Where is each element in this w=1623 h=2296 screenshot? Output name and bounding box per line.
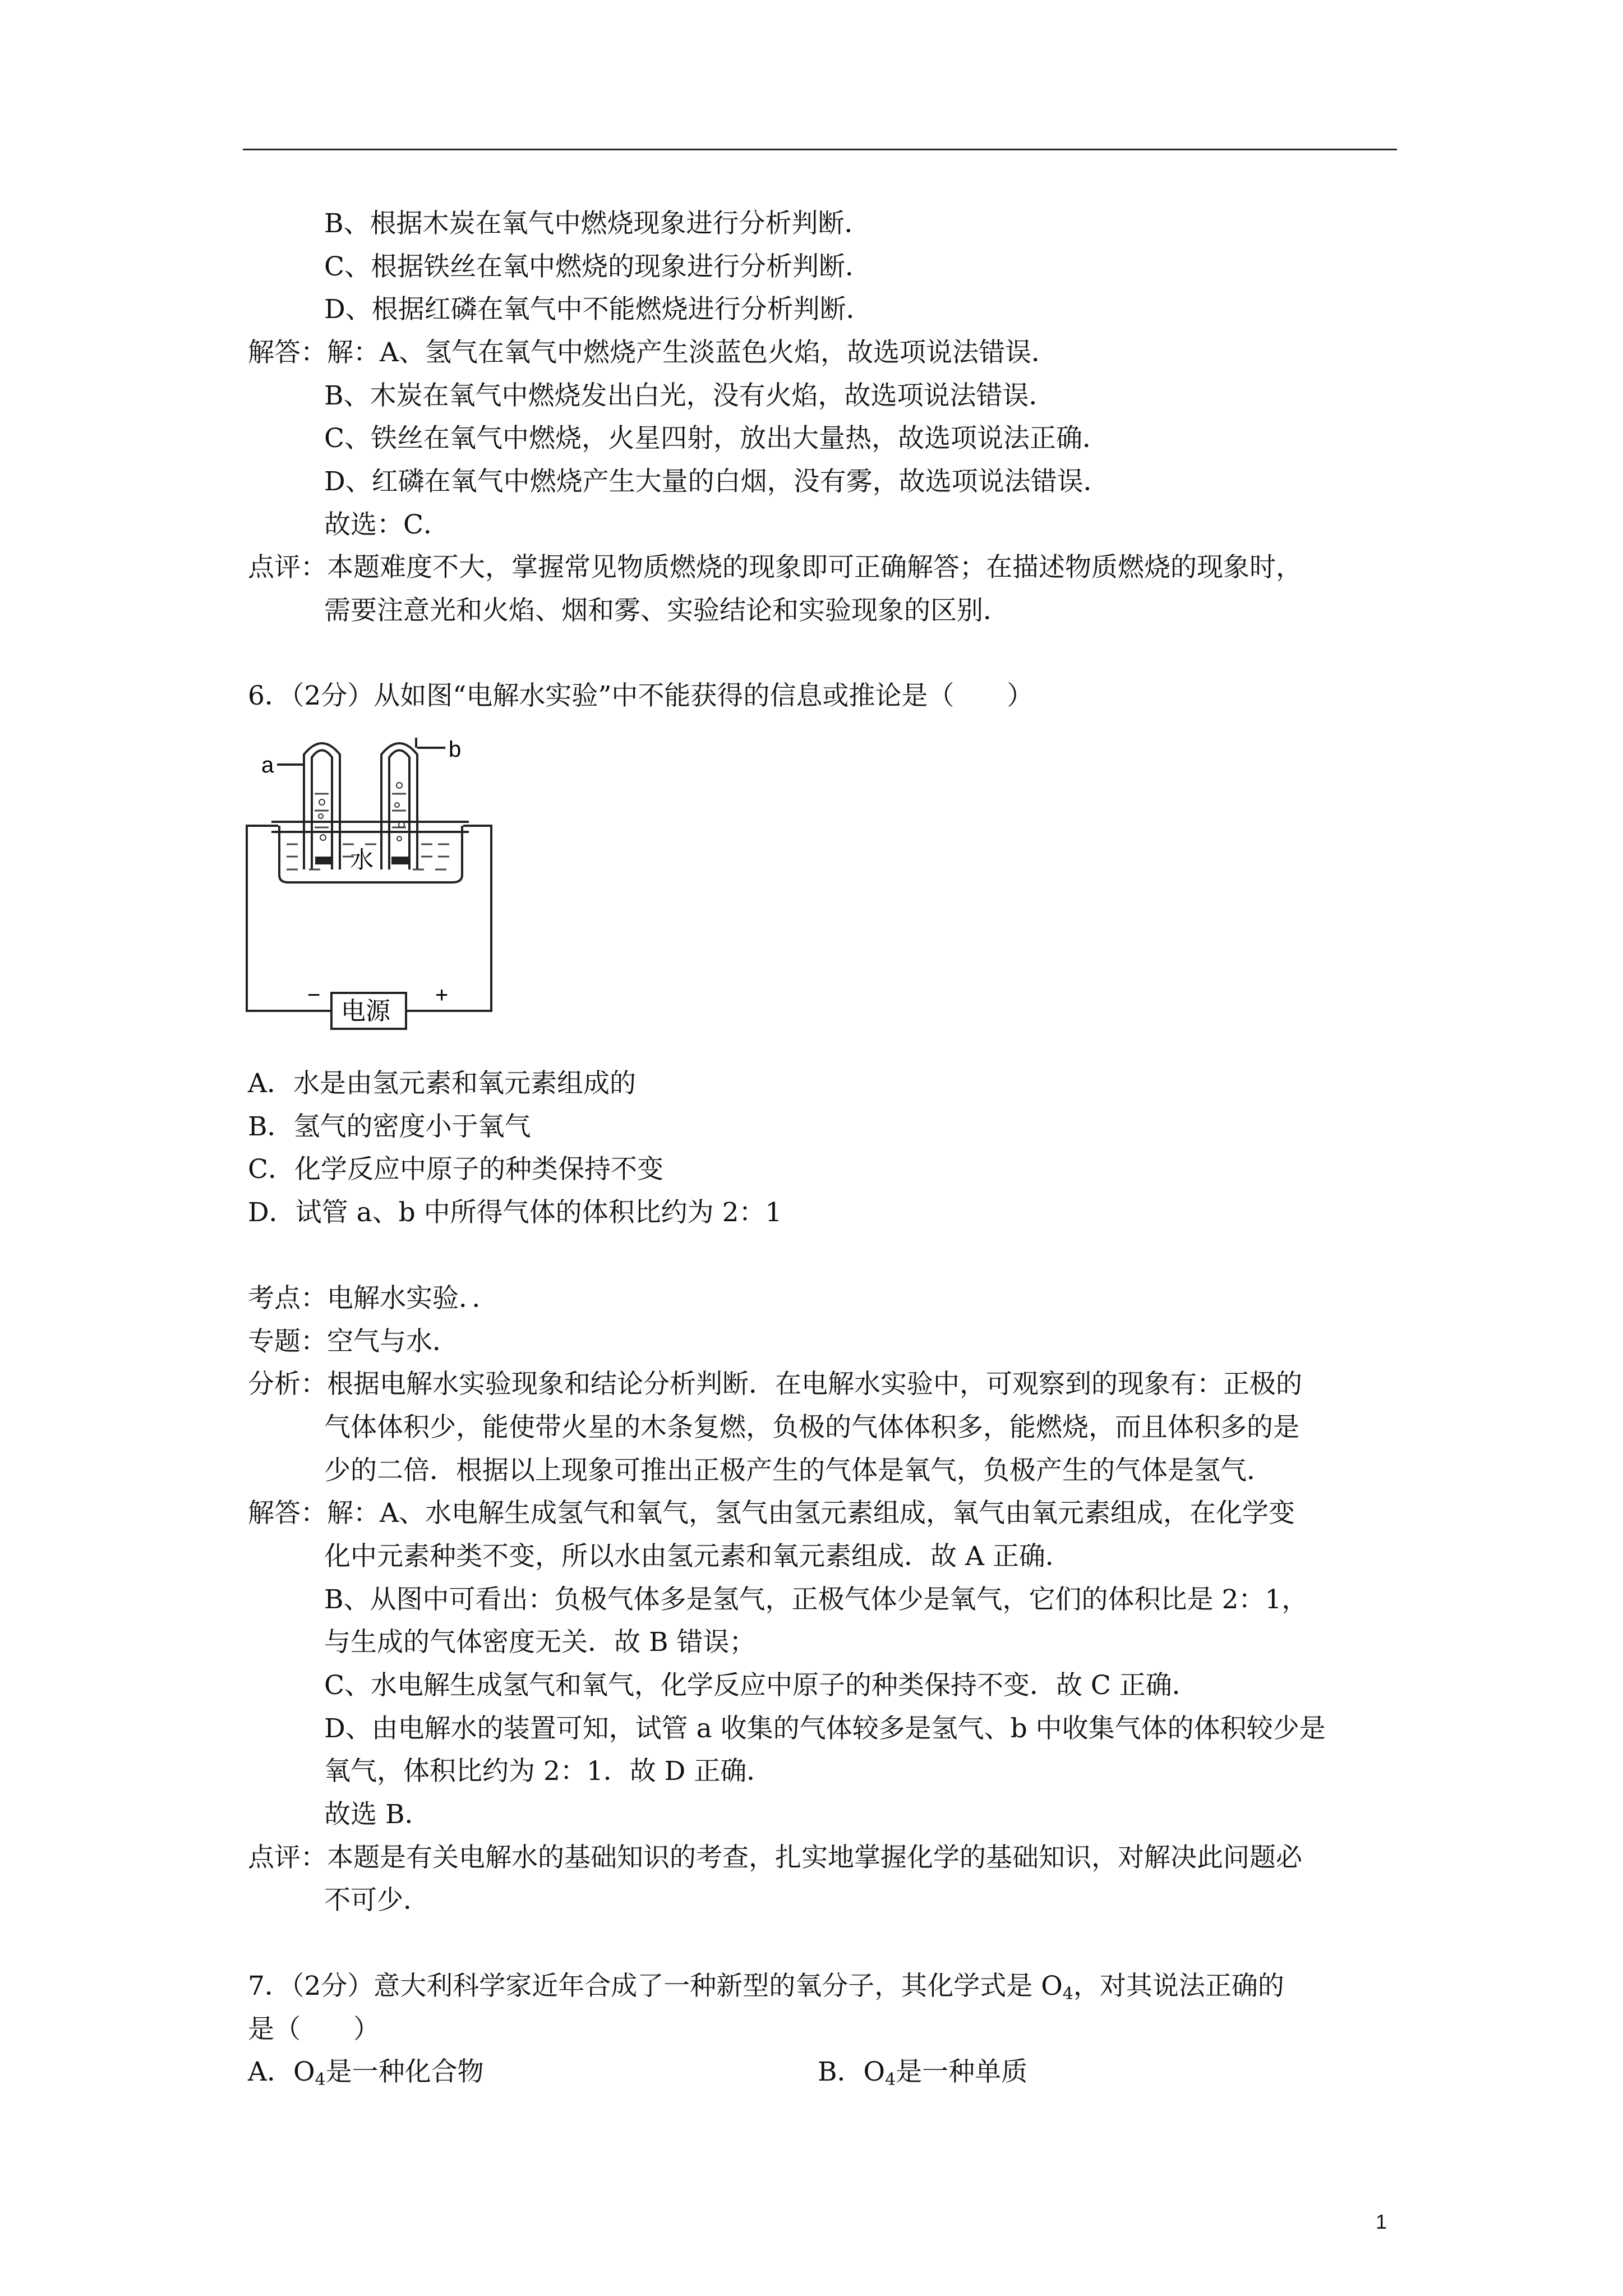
q5-analysis-c: C、根据铁丝在氧中燃烧的现象进行分析判断． xyxy=(324,251,872,282)
q6-choice: 故选 B． xyxy=(324,1799,431,1830)
q6-answer-line2: 化中元素种类不变，所以水由氢元素和氧元素组成．故 A 正确． xyxy=(324,1541,1072,1572)
q7-option-a-prefix: A．O xyxy=(248,2056,315,2087)
q6-comment-line2: 不可少． xyxy=(324,1885,430,1916)
q6-stem: 6．（2分）从如图“电解水实验”中不能获得的信息或推论是（ ） xyxy=(248,680,1034,711)
q5-comment-line1: 点评：本题难度不大，掌握常见物质燃烧的现象即可正确解答；在描述物质燃烧的现象时， xyxy=(248,552,1302,583)
q6-analysis-line2: 气体体积少，能使带火星的木条复燃，负极的气体体积多，能燃烧，而且体积多的是 xyxy=(324,1412,1299,1443)
q6-answer-line5: C、水电解生成氢气和氧气，化学反应中原子的种类保持不变．故 C 正确． xyxy=(324,1670,1198,1701)
q7-option-a xyxy=(248,2056,484,2090)
q6-option-d: D．试管 a、b 中所得气体的体积比约为 2：1 xyxy=(248,1197,782,1228)
header-rule xyxy=(243,149,1397,150)
q6-option-c: C．化学反应中原子的种类保持不变 xyxy=(248,1154,663,1185)
q6-option-b: B．氢气的密度小于氧气 xyxy=(248,1111,531,1142)
electrode-a xyxy=(315,857,332,864)
q5-answer-c: C、铁丝在氧气中燃烧，火星四射，放出大量热，故选项说法正确． xyxy=(324,423,1109,454)
electrolysis-diagram xyxy=(245,732,502,1035)
q7-option-a-text: 是一种化合物 xyxy=(325,2056,484,2087)
page-number: 1 xyxy=(1376,2210,1387,2233)
q5-answer-d: D、红磷在氧气中燃烧产生大量的白烟，没有雾，故选项说法错误． xyxy=(324,466,1110,497)
q6-answer-line7: 氧气，体积比约为 2：1．故 D 正确． xyxy=(324,1756,773,1787)
q6-answer-line6: D、由电解水的装置可知，试管 a 收集的气体较多是氢气、b 中收集气体的体积较少是 xyxy=(324,1713,1326,1744)
q7-option-b-text: 是一种单质 xyxy=(896,2056,1028,2087)
q5-choice: 故选：C． xyxy=(324,509,450,540)
diagram-plus-sign: + xyxy=(435,983,449,1007)
q7-stem-subscript: 4 xyxy=(1062,1984,1073,2004)
q7-option-b-prefix: B．O xyxy=(818,2056,886,2087)
diagram-power-label: 电源 xyxy=(341,997,390,1025)
q6-option-a: A．水是由氢元素和氧元素组成的 xyxy=(248,1068,636,1099)
diagram-water-label: 水 xyxy=(350,846,374,873)
q7-stem-text: 7．（2分）意大利科学家近年合成了一种新型的氧分子，其化学式是 O xyxy=(248,1971,1063,2001)
q6-answer-line4: 与生成的气体密度无关．故 B 错误； xyxy=(324,1627,756,1658)
q7-option-b-subscript: 4 xyxy=(885,2070,896,2090)
q6-analysis-line1: 分析：根据电解水实验现象和结论分析判断．在电解水实验中，可观察到的现象有：正极的 xyxy=(248,1369,1302,1400)
q6-topic: 专题：空气与水． xyxy=(248,1326,459,1357)
q7-stem-line2: 是（ ） xyxy=(248,2014,380,2045)
q6-comment-line1: 点评：本题是有关电解水的基础知识的考查，扎实地掌握化学的基础知识，对解决此问题必 xyxy=(248,1842,1302,1873)
q5-answer-a: 解答：解：A、氢气在氧气中燃烧产生淡蓝色火焰，故选项说法错误． xyxy=(248,337,1058,368)
q7-option-b xyxy=(818,2056,1028,2090)
q6-exam-point: 考点：电解水实验．． xyxy=(248,1283,499,1314)
q5-analysis-d: D、根据红磷在氧气中不能燃烧进行分析判断． xyxy=(324,294,873,325)
diagram-label-b: b xyxy=(449,737,462,762)
positive-wire xyxy=(406,826,491,1011)
q5-answer-b: B、木炭在氧气中燃烧发出白光，没有火焰，故选项说法错误． xyxy=(324,380,1055,411)
electrode-b xyxy=(391,857,408,864)
q7-option-a-subscript: 4 xyxy=(315,2070,326,2090)
q6-analysis-line3: 少的二倍．根据以上现象可推出正极产生的气体是氧气，负极产生的气体是氢气． xyxy=(324,1455,1273,1486)
q7-stem-text-end: ，对其说法正确的 xyxy=(1073,1971,1284,2001)
q5-analysis-b: B、根据木炭在氧气中燃烧现象进行分析判断． xyxy=(324,208,871,239)
q6-answer-line1: 解答：解：A、水电解生成氢气和氧气，氢气由氢元素组成，氧气由氧元素组成，在化学变 xyxy=(248,1498,1295,1529)
q6-answer-line3: B、从图中可看出：负极气体多是氢气，正极气体少是氧气，它们的体积比是 2：1， xyxy=(324,1584,1308,1615)
diagram-label-a: a xyxy=(261,753,274,777)
q7-stem-line1 xyxy=(248,1973,1284,2003)
q5-comment-line2: 需要注意光和火焰、烟和雾、实验结论和实验现象的区别． xyxy=(324,595,1009,626)
diagram-minus-sign: − xyxy=(307,983,321,1007)
